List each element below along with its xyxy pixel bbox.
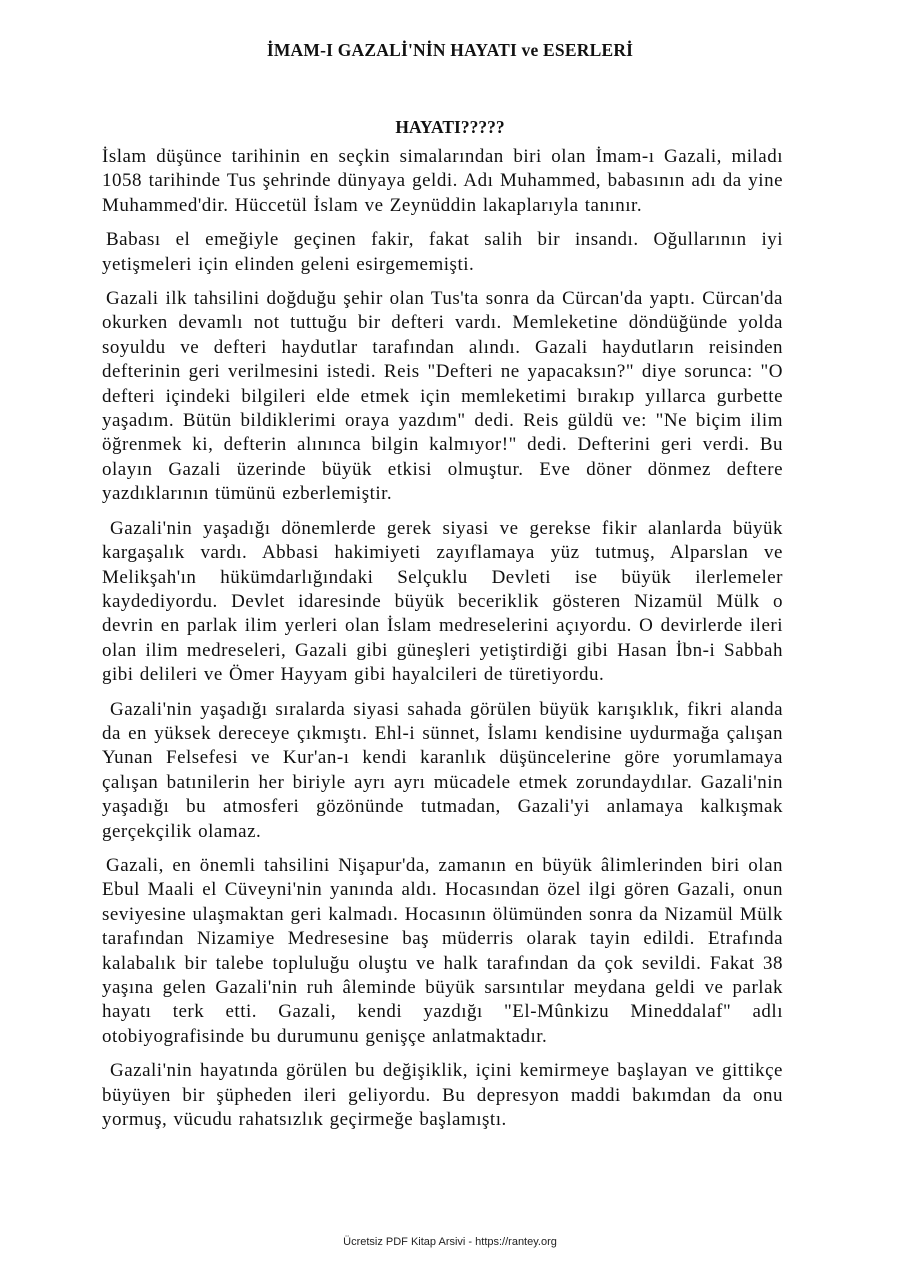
paragraph-3: Gazali ilk tahsilini doğduğu şehir olan Tus'ta sonra da Cürcan'da yaptı. Cürcan'da okurken devamlı not tuttuğu bir defteri vardı. Memleketine döndüğünde yolda soyuldu ve defteri haydutlar tarafından alındı. Gazali haydutların reisinden defterinin geri verilmesini istedi. Reis "Defteri ne yapacaksın?" diye sorunca: "O defteri içindeki bilgileri elde etmek için memleketimi bırakıp yıllarca gurbette yaşadım. Bütün bildiklerimi oraya yazdım" dedi. Reis güldü ve: "Ne biçim ilim öğrenmek ki, defterin alınınca bilgin kalmıyor!" dedi. Defterini geri verdi. Bu olayın Gazali üzerinde büyük etkisi olmuştur. Eve döner dönmez deftere yazdıklarının tümünü ezberlemiştir. bbox=[102, 288, 783, 505]
page-footer: Ücretsiz PDF Kitap Arsivi - https://rantey.org bbox=[343, 1236, 557, 1248]
paragraph-2: Babası el emeğiyle geçinen fakir, fakat salih bir insandı. Oğullarının iyi yetişmeleri için elinden geleni esirgememişti. bbox=[102, 229, 783, 275]
paragraph-5: Gazali'nin yaşadığı sıralarda siyasi sahada görülen büyük karışıklık, fikri alanda da en yüksek dereceye çıkmıştı. Ehl-i sünnet, İslamı kendisine uydurmağa çalışan Yunan Felsefesi ve Kur'an-ı kendi karanlık düşüncelerine göre yorumlamaya çalışan batınilerin her biriyle ayrı ayrı mücadele etmek zorundaydılar. Gazali'nin yaşadığı bu atmosferi gözönünde tutmadan, Gazali'yi anlamaya kalkışmak gerçekçilik olamaz. bbox=[102, 698, 783, 842]
paragraph-7: Gazali'nin hayatında görülen bu değişiklik, içini kemirmeye başlayan ve gittikçe büyüyen bir şüpheden ileri geliyordu. Bu depresyon maddi bakımdan da onu yormuş, vücudu rahatsızlık geçirmeğe başlamıştı. bbox=[102, 1060, 783, 1131]
section-heading-title: HAYATI bbox=[395, 117, 461, 137]
section-heading bbox=[0, 117, 900, 138]
document-title: İMAM-I GAZALİ'NİN HAYATI ve ESERLERİ bbox=[266, 40, 634, 60]
paragraph-6: Gazali, en önemli tahsilini Nişapur'da, zamanın en büyük âlimlerinden biri olan Ebul Maali el Cüveyni'nin yanında aldı. Hocasından özel ilgi gören Gazali, onun seviyesine ulaşmaktan geri kalmadı. Hocasının ölümünden sonra da Nizamül Mülk tarafından Nizamiye Medresesine baş müderris olarak tayin edildi. Etrafında kalabalık bir talebe topluluğu oluştu ve halk tarafından da çok sevildi. Fakat 38 yaşına gelen Gazali'nin ruh âleminde büyük sarsıntılar meydana geldi ve parlak hayatı terk etti. Gazali, kendi yazdığı "El-Mûnkizu Mineddalaf" adlı otobiyografisinde bu durumunu genişçe anlatmaktadır. bbox=[102, 854, 783, 1047]
body-text bbox=[102, 145, 783, 1142]
paragraph-1: İslam düşünce tarihinin en seçkin simalarından biri olan İmam-ı Gazali, miladı 1058 tarihinde Tus şehrinde dünyaya geldi. Adı Muhammed, babasının adı da yine Muhammed'dir. Hüccetül İslam ve Zeynüddin lakaplarıyla tanınır. bbox=[102, 146, 783, 216]
paragraph-4: Gazali'nin yaşadığı dönemlerde gerek siyasi ve gerekse fikir alanlarda büyük kargaşalık vardı. Abbasi hakimiyeti zayıflamaya yüz tutmuş, Alparslan ve Melikşah'ın hükümdarlığındaki Selçuklu Devleti ise büyük ilerlemeler kaydediyordu. Devlet idaresinde büyük beceriklik gösteren Nizamül Mülk o devrin en parlak ilim yerleri olan İslam medreselerini açıyordu. O devirlerde ileri olan ilim medreseleri, Gazali gibi güneşleri yetiştirdiği gibi Hasan İbn-i Sabbah gibi delileri ve Ömer Hayyam gibi hayalcileri de türetiyordu. bbox=[102, 517, 783, 686]
section-heading-suffix: ????? bbox=[460, 117, 505, 137]
